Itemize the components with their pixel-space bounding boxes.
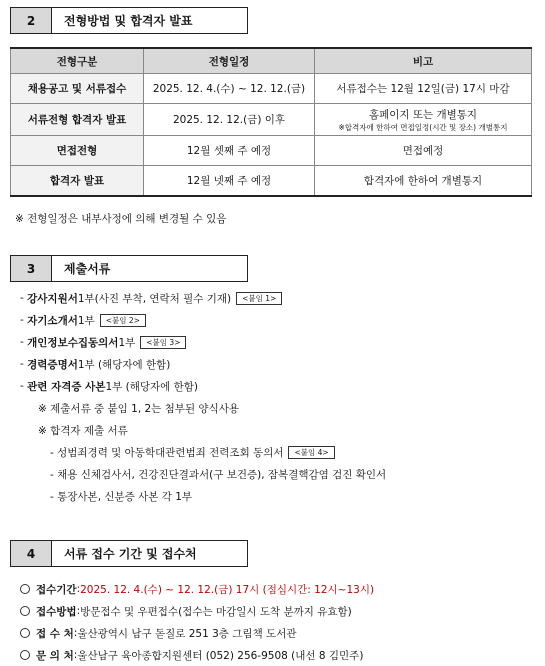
list-subitem bbox=[20, 441, 386, 463]
note-cell: 합격자에 한하여 개별통지 bbox=[315, 166, 532, 197]
doc-name: 경력증명서 bbox=[27, 358, 78, 371]
reception-value: 울산남구 육아종합지원센터 (052) 256-9508 (내선 8 김민주) bbox=[77, 649, 364, 662]
list-item bbox=[20, 375, 386, 397]
table-row bbox=[11, 74, 532, 104]
schedule-cell: 12월 셋째 주 예정 bbox=[144, 136, 315, 166]
doc-detail: 1부 (해당자에 한함) bbox=[105, 380, 199, 393]
separator: : bbox=[73, 627, 78, 639]
list-note: ※ 제출서류 중 붙임 1, 2는 첨부된 양식사용 bbox=[38, 402, 240, 415]
circle-bullet-icon bbox=[20, 650, 30, 660]
note-text: 홈페이지 또는 개별통지 bbox=[368, 108, 478, 121]
reception-item bbox=[20, 578, 374, 600]
section-title: 전형방법 및 합격자 발표 bbox=[52, 7, 248, 34]
dash: - bbox=[20, 380, 24, 392]
separator: : bbox=[73, 649, 78, 661]
schedule-note: ※ 전형일정은 내부사정에 의해 변경될 수 있음 bbox=[15, 213, 227, 225]
reception-label: 문 의 처 bbox=[36, 649, 74, 662]
list-subitem: - 채용 신체검사서, 건강진단결과서(구 보건증), 잠복결핵감염 검진 확인서 bbox=[50, 468, 387, 481]
reception-label: 접수방법 bbox=[36, 605, 77, 618]
dash: - bbox=[20, 292, 24, 304]
doc-name: 개인정보수집동의서 bbox=[27, 336, 119, 349]
list-item bbox=[20, 287, 386, 309]
section-number: 3 bbox=[10, 255, 52, 282]
doc-detail: 1부 (해당자에 한함) bbox=[77, 358, 171, 371]
reception-label: 접수기간 bbox=[36, 583, 77, 596]
type-cell: 채용공고 및 서류접수 bbox=[11, 74, 144, 104]
dash: - bbox=[20, 358, 24, 370]
reception-list bbox=[20, 578, 374, 666]
doc-detail: 1부(사진 부착, 연락처 필수 기재) bbox=[77, 292, 232, 305]
list-subitem: - 통장사본, 신분증 사본 각 1부 bbox=[50, 490, 193, 503]
note-subtext: ※합격자에 한하여 면접일정(시간 및 장소) 개별통지 bbox=[338, 122, 508, 132]
section-number: 4 bbox=[10, 540, 52, 567]
subitem-text: - 성범죄경력 및 아동학대관련범죄 전력조회 동의서 bbox=[50, 446, 284, 459]
type-cell: 서류전형 합격자 발표 bbox=[11, 104, 144, 136]
note-cell: 서류접수는 12월 12일(금) 17시 마감 bbox=[315, 74, 532, 104]
separator: : bbox=[76, 583, 81, 595]
table-header-row bbox=[11, 48, 532, 74]
documents-list bbox=[20, 287, 386, 507]
list-item bbox=[20, 331, 386, 353]
attachment-tag: <붙임 1> bbox=[236, 292, 282, 305]
circle-bullet-icon bbox=[20, 628, 30, 638]
section-3-header bbox=[10, 255, 248, 282]
reception-item bbox=[20, 644, 374, 666]
schedule-cell: 12월 넷째 주 예정 bbox=[144, 166, 315, 197]
type-cell: 합격자 발표 bbox=[11, 166, 144, 197]
reception-item bbox=[20, 622, 374, 644]
note-cell: 면접예정 bbox=[315, 136, 532, 166]
column-header: 전형일정 bbox=[144, 48, 315, 74]
attachment-tag: <붙임 3> bbox=[140, 336, 186, 349]
attachment-tag: <붙임 4> bbox=[288, 446, 334, 459]
table-row bbox=[11, 104, 532, 136]
schedule-cell: 2025. 12. 12.(금) 이후 bbox=[144, 104, 315, 136]
reception-item bbox=[20, 600, 374, 622]
doc-detail: 1부 bbox=[118, 336, 136, 349]
doc-name: 강사지원서 bbox=[27, 292, 78, 305]
type-cell: 면접전형 bbox=[11, 136, 144, 166]
doc-name: 관련 자격증 사본 bbox=[27, 380, 106, 393]
reception-value: 방문접수 및 우편접수(접수는 마감일시 도착 분까지 유효함) bbox=[80, 605, 352, 618]
section-4-header bbox=[10, 540, 248, 567]
section-title: 제출서류 bbox=[52, 255, 248, 282]
column-header: 전형구분 bbox=[11, 48, 144, 74]
attachment-tag: <붙임 2> bbox=[100, 314, 146, 327]
reception-value: 2025. 12. 4.(수) ~ 12. 12.(금) 17시 (점심시간: 12시~13시) bbox=[80, 583, 375, 596]
column-header: 비고 bbox=[315, 48, 532, 74]
reception-value: 울산광역시 남구 돋질로 251 3층 그림책 도서관 bbox=[77, 627, 297, 640]
section-2-header bbox=[10, 7, 248, 34]
circle-bullet-icon bbox=[20, 606, 30, 616]
table-row bbox=[11, 136, 532, 166]
doc-detail: 1부 bbox=[77, 314, 95, 327]
dash: - bbox=[20, 314, 24, 326]
list-note: ※ 합격자 제출 서류 bbox=[38, 424, 128, 437]
doc-name: 자기소개서 bbox=[27, 314, 78, 327]
section-title: 서류 접수 기간 및 접수처 bbox=[52, 540, 248, 567]
note-cell bbox=[315, 104, 532, 136]
dash: - bbox=[20, 336, 24, 348]
reception-label: 접 수 처 bbox=[36, 627, 74, 640]
schedule-table bbox=[10, 47, 532, 197]
list-item bbox=[20, 309, 386, 331]
separator: : bbox=[76, 605, 81, 617]
circle-bullet-icon bbox=[20, 584, 30, 594]
section-number: 2 bbox=[10, 7, 52, 34]
schedule-cell: 2025. 12. 4.(수) ~ 12. 12.(금) bbox=[144, 74, 315, 104]
list-item bbox=[20, 353, 386, 375]
table-row bbox=[11, 166, 532, 197]
